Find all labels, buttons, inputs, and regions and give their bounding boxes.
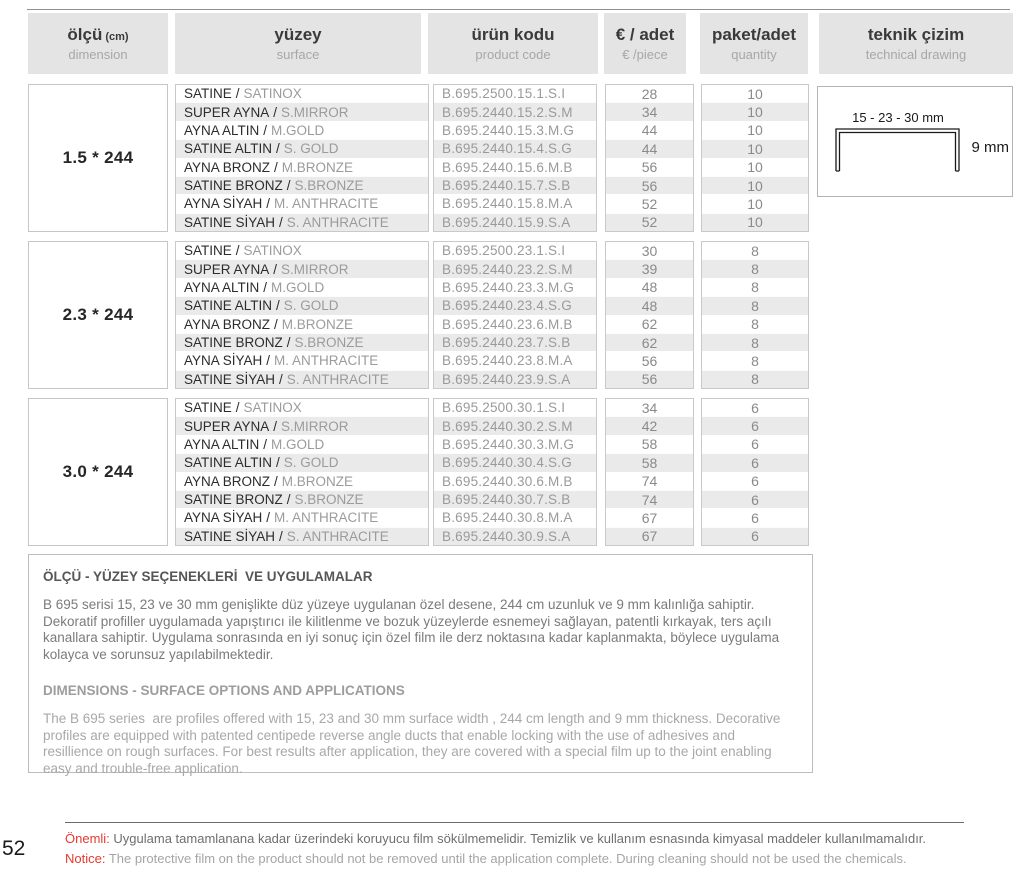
surface-name-en: S.MIRROR <box>281 418 349 434</box>
product-code-cell: B.695.2500.23.1.S.I <box>442 243 566 259</box>
table-row <box>606 416 693 434</box>
price-cell: 48 <box>641 279 658 296</box>
header-label-tr: ölçü <box>67 25 103 44</box>
table-row <box>176 435 428 453</box>
surface-name-en: S. GOLD <box>283 298 339 314</box>
surface-name-en: S. GOLD <box>283 455 339 471</box>
table-row <box>434 472 596 490</box>
table-row <box>176 296 428 314</box>
product-code-cell: B.695.2440.23.7.S.B <box>442 335 571 351</box>
surface-separator: / <box>235 243 240 259</box>
header-label-en: product code <box>475 47 551 62</box>
technical-drawing-box <box>817 86 1013 197</box>
surface-separator: / <box>273 261 278 277</box>
notice-line-tr <box>65 829 970 849</box>
surface-separator: / <box>266 510 271 526</box>
table-row <box>702 194 808 212</box>
table-row <box>176 333 428 351</box>
quantity-cell: 6 <box>751 436 759 453</box>
notice-text-tr: Uygulama tamamlanana kadar üzerindeki koruyucu film sökülmemelidir. Temizlik ve kullanım esnasında kimyasal maddeler kullanılmamalıdır. <box>113 831 927 846</box>
table-row <box>176 508 428 526</box>
quantity-cell: 6 <box>751 399 759 416</box>
surface-name-tr: AYNA BRONZ <box>184 473 271 489</box>
table-row <box>702 490 808 508</box>
surface-column <box>175 241 429 389</box>
surface-name-en: SATINOX <box>243 400 302 416</box>
price-cell: 44 <box>641 122 658 139</box>
table-row <box>434 399 596 416</box>
table-row <box>702 527 808 545</box>
table-row <box>176 121 428 139</box>
table-row <box>606 315 693 333</box>
info-title-tr: ÖLÇÜ - YÜZEY SEÇENEKLERİ VE UYGULAMALAR <box>43 569 373 584</box>
surface-name-en: M.GOLD <box>271 436 325 452</box>
product-code-cell: B.695.2440.15.3.M.G <box>442 122 575 138</box>
price-cell: 30 <box>641 242 658 259</box>
table-row <box>434 194 596 212</box>
quantity-cell: 6 <box>751 418 759 435</box>
table-row <box>176 370 428 388</box>
surface-separator: / <box>286 492 291 508</box>
price-cell: 62 <box>641 316 658 333</box>
table-row <box>606 490 693 508</box>
surface-name-tr: AYNA ALTIN <box>184 122 260 138</box>
table-row <box>176 242 428 259</box>
price-cell: 62 <box>641 334 658 351</box>
quantity-cell: 8 <box>751 371 759 388</box>
column-header-technical-drawing <box>819 13 1013 74</box>
surface-name-en: S. ANTHRACITE <box>286 214 389 230</box>
column-header-surface <box>175 13 421 74</box>
quantity-cell: 8 <box>751 279 759 296</box>
surface-name-tr: SATINE BRONZ <box>184 335 283 351</box>
surface-name-en: S.BRONZE <box>294 178 364 194</box>
table-row <box>434 351 596 369</box>
table-row <box>176 102 428 120</box>
table-row <box>702 370 808 388</box>
table-row <box>702 416 808 434</box>
product-code-cell: B.695.2440.30.8.M.A <box>442 510 573 526</box>
surface-separator: / <box>235 400 240 416</box>
surface-name-tr: SATINE ALTIN <box>184 455 273 471</box>
table-row <box>702 242 808 259</box>
header-label-en: quantity <box>731 47 777 62</box>
price-cell: 74 <box>641 473 658 490</box>
surface-name-en: M.GOLD <box>271 122 325 138</box>
quantity-column <box>701 241 809 389</box>
quantity-cell: 6 <box>751 454 759 471</box>
surface-name-en: SATINOX <box>243 243 302 259</box>
quantity-cell: 10 <box>747 122 763 139</box>
table-row <box>434 242 596 259</box>
dimension-cell: 1.5 * 244 <box>28 84 168 232</box>
table-row <box>176 158 428 176</box>
price-column <box>605 84 694 232</box>
table-row <box>176 85 428 102</box>
surface-separator: / <box>276 141 280 157</box>
notice-text-en: The protective film on the product should not be removed until the application complete. During cleaning should not be used the chemicals. <box>108 850 907 866</box>
quantity-cell: 6 <box>751 528 759 545</box>
quantity-cell: 6 <box>751 509 759 526</box>
surface-name-tr: SUPER AYNA <box>184 418 270 434</box>
surface-separator: / <box>274 473 278 489</box>
price-cell: 42 <box>641 418 658 435</box>
table-row <box>434 213 596 231</box>
surface-column <box>175 398 429 546</box>
quantity-cell: 10 <box>747 214 763 231</box>
product-code-cell: B.695.2440.15.8.M.A <box>442 196 573 212</box>
surface-separator: / <box>273 418 278 434</box>
price-cell: 34 <box>641 104 658 121</box>
price-cell: 39 <box>641 261 658 278</box>
table-row <box>434 315 596 333</box>
price-cell: 74 <box>641 491 658 508</box>
surface-name-tr: AYNA SİYAH <box>184 196 263 212</box>
table-row <box>702 399 808 416</box>
surface-name-tr: AYNA SİYAH <box>184 510 263 526</box>
table-row <box>702 315 808 333</box>
surface-name-tr: SATINE SİYAH <box>184 528 276 544</box>
header-label-tr: teknik çizim <box>867 25 965 44</box>
product-code-cell: B.695.2440.15.4.S.G <box>442 141 572 157</box>
header-unit: (cm) <box>105 31 129 43</box>
table-row <box>434 370 596 388</box>
table-row <box>702 296 808 314</box>
header-label-en: surface <box>276 47 320 62</box>
column-header-price <box>604 13 686 74</box>
table-row <box>606 85 693 102</box>
product-code-column <box>433 398 597 546</box>
surface-name-en: S.BRONZE <box>294 335 364 351</box>
quantity-cell: 6 <box>751 491 759 508</box>
price-cell: 34 <box>641 399 658 416</box>
surface-separator: / <box>274 316 278 332</box>
table-row <box>434 333 596 351</box>
product-code-cell: B.695.2440.15.9.S.A <box>442 214 571 230</box>
table-row <box>434 139 596 157</box>
table-row <box>434 453 596 471</box>
table-row <box>606 508 693 526</box>
table-row <box>606 242 693 259</box>
price-cell: 67 <box>641 528 658 545</box>
table-row <box>434 121 596 139</box>
header-label-tr: € / adet <box>615 25 675 44</box>
surface-name-en: S. ANTHRACITE <box>286 371 389 387</box>
table-row <box>434 259 596 277</box>
page-number: 52 <box>2 837 26 860</box>
header-label-tr: ürün kodu <box>471 25 555 44</box>
table-row <box>434 527 596 545</box>
product-group <box>0 398 1024 546</box>
table-row <box>606 351 693 369</box>
profile-height-label: 9 mm <box>971 139 1009 156</box>
product-code-cell: B.695.2440.30.2.S.M <box>442 418 573 434</box>
quantity-cell: 10 <box>747 85 763 102</box>
quantity-cell: 10 <box>747 104 763 121</box>
price-cell: 56 <box>641 371 658 388</box>
table-row <box>176 278 428 296</box>
price-column <box>605 398 694 546</box>
quantity-cell: 8 <box>751 316 759 333</box>
surface-separator: / <box>273 104 278 120</box>
table-row <box>434 508 596 526</box>
product-code-cell: B.695.2440.23.9.S.A <box>442 371 571 387</box>
table-row <box>176 139 428 157</box>
price-cell: 52 <box>641 195 658 212</box>
table-row <box>702 213 808 231</box>
table-row <box>434 176 596 194</box>
header-label-tr: yüzey <box>274 25 322 44</box>
surface-separator: / <box>286 178 291 194</box>
table-row <box>606 527 693 545</box>
table-row <box>702 139 808 157</box>
table-row <box>606 278 693 296</box>
info-box <box>28 554 813 776</box>
column-header-quantity <box>700 13 808 74</box>
product-code-cell: B.695.2440.23.6.M.B <box>442 316 573 332</box>
table-row <box>702 102 808 120</box>
price-column <box>605 241 694 389</box>
surface-separator: / <box>263 436 268 452</box>
table-row <box>176 472 428 490</box>
quantity-cell: 8 <box>751 242 759 259</box>
surface-name-tr: AYNA BRONZ <box>184 316 271 332</box>
surface-separator: / <box>263 279 268 295</box>
surface-name-tr: SUPER AYNA <box>184 261 270 277</box>
price-cell: 44 <box>641 140 658 157</box>
table-row <box>176 490 428 508</box>
table-row <box>702 435 808 453</box>
column-header-dimension <box>28 13 168 74</box>
surface-name-en: S.BRONZE <box>294 492 364 508</box>
quantity-cell: 10 <box>747 195 763 212</box>
quantity-column <box>701 398 809 546</box>
price-cell: 58 <box>641 436 658 453</box>
product-code-cell: B.695.2500.30.1.S.I <box>442 400 566 416</box>
table-row <box>176 416 428 434</box>
product-code-cell: B.695.2440.23.3.M.G <box>442 279 575 295</box>
quantity-column <box>701 84 809 232</box>
surface-separator: / <box>279 528 283 544</box>
header-label-en: technical drawing <box>865 47 967 62</box>
table-row <box>606 399 693 416</box>
table-row <box>606 472 693 490</box>
surface-separator: / <box>279 214 283 230</box>
table-row <box>606 296 693 314</box>
price-cell: 56 <box>641 177 658 194</box>
surface-separator: / <box>276 298 280 314</box>
surface-name-tr: SATINE SİYAH <box>184 214 276 230</box>
surface-column <box>175 84 429 232</box>
info-title-en: DIMENSIONS - SURFACE OPTIONS AND APPLICATIONS <box>43 683 405 698</box>
table-row <box>606 370 693 388</box>
surface-name-en: M. ANTHRACITE <box>274 196 379 212</box>
quantity-cell: 10 <box>747 177 763 194</box>
table-row <box>702 453 808 471</box>
product-code-cell: B.695.2440.15.7.S.B <box>442 178 571 194</box>
top-rule <box>27 9 1010 10</box>
product-code-cell: B.695.2440.23.4.S.G <box>442 298 572 314</box>
surface-name-en: M.BRONZE <box>281 159 354 175</box>
table-row <box>434 416 596 434</box>
table-row <box>434 296 596 314</box>
table-row <box>176 453 428 471</box>
table-row <box>434 158 596 176</box>
product-code-cell: B.695.2440.30.3.M.G <box>442 436 575 452</box>
table-row <box>176 259 428 277</box>
surface-separator: / <box>274 159 278 175</box>
table-row <box>434 102 596 120</box>
price-cell: 28 <box>641 85 658 102</box>
table-row <box>702 259 808 277</box>
table-row <box>702 508 808 526</box>
table-row <box>702 472 808 490</box>
surface-name-en: M.BRONZE <box>281 316 354 332</box>
surface-name-en: M.GOLD <box>271 279 325 295</box>
product-code-cell: B.695.2440.23.8.M.A <box>442 353 573 369</box>
surface-name-en: S. ANTHRACITE <box>286 528 389 544</box>
surface-name-tr: SATINE ALTIN <box>184 141 273 157</box>
surface-name-en: S.MIRROR <box>281 261 349 277</box>
surface-name-tr: SATINE ALTIN <box>184 298 273 314</box>
table-row <box>606 139 693 157</box>
surface-separator: / <box>263 122 268 138</box>
quantity-cell: 10 <box>747 159 763 176</box>
surface-separator: / <box>266 196 271 212</box>
surface-name-en: M. ANTHRACITE <box>274 510 379 526</box>
price-cell: 52 <box>641 214 658 231</box>
notice-line-en <box>65 849 970 869</box>
surface-name-tr: SATINE <box>184 400 232 416</box>
table-row <box>434 435 596 453</box>
surface-name-en: M.BRONZE <box>281 473 354 489</box>
table-row <box>176 176 428 194</box>
surface-name-en: M. ANTHRACITE <box>274 353 379 369</box>
table-row <box>702 176 808 194</box>
surface-name-en: S.MIRROR <box>281 104 349 120</box>
surface-name-tr: SATINE <box>184 86 232 102</box>
table-row <box>176 351 428 369</box>
table-row <box>434 278 596 296</box>
table-row <box>606 453 693 471</box>
product-code-cell: B.695.2440.23.2.S.M <box>442 261 573 277</box>
table-row <box>702 351 808 369</box>
notice-label-en: Notice: <box>65 850 106 866</box>
table-row <box>176 315 428 333</box>
dimension-cell: 2.3 * 244 <box>28 241 168 389</box>
price-cell: 58 <box>641 454 658 471</box>
table-row <box>606 176 693 194</box>
surface-name-tr: SATINE BRONZ <box>184 492 283 508</box>
surface-name-tr: SATINE BRONZ <box>184 178 283 194</box>
table-row <box>176 194 428 212</box>
column-header-product-code <box>428 13 598 74</box>
product-code-cell: B.695.2440.15.2.S.M <box>442 104 573 120</box>
surface-name-tr: AYNA BRONZ <box>184 159 271 175</box>
surface-name-tr: AYNA SİYAH <box>184 353 263 369</box>
table-row <box>702 278 808 296</box>
quantity-cell: 10 <box>747 140 763 157</box>
product-group <box>0 241 1024 389</box>
surface-separator: / <box>279 371 283 387</box>
price-cell: 56 <box>641 352 658 369</box>
surface-name-tr: AYNA ALTIN <box>184 279 260 295</box>
surface-name-tr: SATINE <box>184 243 232 259</box>
surface-name-en: SATINOX <box>243 86 302 102</box>
surface-separator: / <box>266 353 271 369</box>
product-code-column <box>433 84 597 232</box>
quantity-cell: 6 <box>751 473 759 490</box>
price-cell: 56 <box>641 159 658 176</box>
surface-name-tr: SUPER AYNA <box>184 104 270 120</box>
info-body-en: The B 695 series are profiles offered with 15, 23 and 30 mm surface width , 244 cm length and 9 mm thickness. Decorative profiles are equipped with patented centipede reverse angle ducts that enable locking with the use of adhesives and resillience on rough surfaces. For best results after application, they are covered with a special film up to the joint enabling easy and trouble-free application. <box>43 711 785 776</box>
surface-name-tr: AYNA ALTIN <box>184 436 260 452</box>
info-body-tr: B 695 serisi 15, 23 ve 30 mm genişlikte düz yüzeye uygulanan özel desene, 244 cm uzunluk ve 9 mm kalınlığa sahiptir. Dekoratif profiller uygulamada yapıştırıcı ile kilitlenme ve bozuk yüzeylerde esnemeyi sağlayan, patentli kırkayak, ters açılı kanallara sahiptir. Uygulama sonrasında en iyi sonuç için özel film ile derz noktasına kadar kaplanmakta, böylece uygulama kolayca ve sorunsuz yapılabilmektedir. <box>43 597 783 662</box>
table-row <box>606 259 693 277</box>
table-row <box>606 158 693 176</box>
surface-name-tr: SATINE SİYAH <box>184 371 276 387</box>
header-label-tr: paket/adet <box>711 25 797 44</box>
profile-width-label: 15 - 23 - 30 mm <box>852 110 944 125</box>
surface-separator: / <box>276 455 280 471</box>
price-cell: 48 <box>641 297 658 314</box>
product-code-cell: B.695.2440.30.7.S.B <box>442 492 571 508</box>
price-cell: 67 <box>641 509 658 526</box>
table-row <box>176 399 428 416</box>
product-code-cell: B.695.2440.30.6.M.B <box>442 473 573 489</box>
surface-separator: / <box>286 335 291 351</box>
header-label-en: dimension <box>68 47 128 62</box>
surface-separator: / <box>235 86 240 102</box>
quantity-cell: 8 <box>751 352 759 369</box>
table-row <box>702 85 808 102</box>
table-row <box>606 213 693 231</box>
quantity-cell: 8 <box>751 297 759 314</box>
product-code-cell: B.695.2440.30.4.S.G <box>442 455 572 471</box>
table-row <box>702 333 808 351</box>
product-code-cell: B.695.2440.30.9.S.A <box>442 528 571 544</box>
table-row <box>434 490 596 508</box>
table-row <box>176 527 428 545</box>
product-code-cell: B.695.2440.15.6.M.B <box>442 159 573 175</box>
notice-label-tr: Önemli: <box>65 831 110 846</box>
quantity-cell: 8 <box>751 261 759 278</box>
header-label-en: € /piece <box>622 47 668 62</box>
table-row <box>702 158 808 176</box>
table-row <box>606 333 693 351</box>
dimension-cell: 3.0 * 244 <box>28 398 168 546</box>
quantity-cell: 8 <box>751 334 759 351</box>
footer-rule <box>65 822 964 823</box>
footer-notice <box>65 829 970 868</box>
product-code-cell: B.695.2500.15.1.S.I <box>442 86 566 102</box>
table-row <box>176 213 428 231</box>
table-row <box>434 85 596 102</box>
product-code-column <box>433 241 597 389</box>
table-row <box>606 435 693 453</box>
table-row <box>606 121 693 139</box>
surface-name-en: S. GOLD <box>283 141 339 157</box>
table-row <box>606 194 693 212</box>
table-row <box>606 102 693 120</box>
table-row <box>702 121 808 139</box>
